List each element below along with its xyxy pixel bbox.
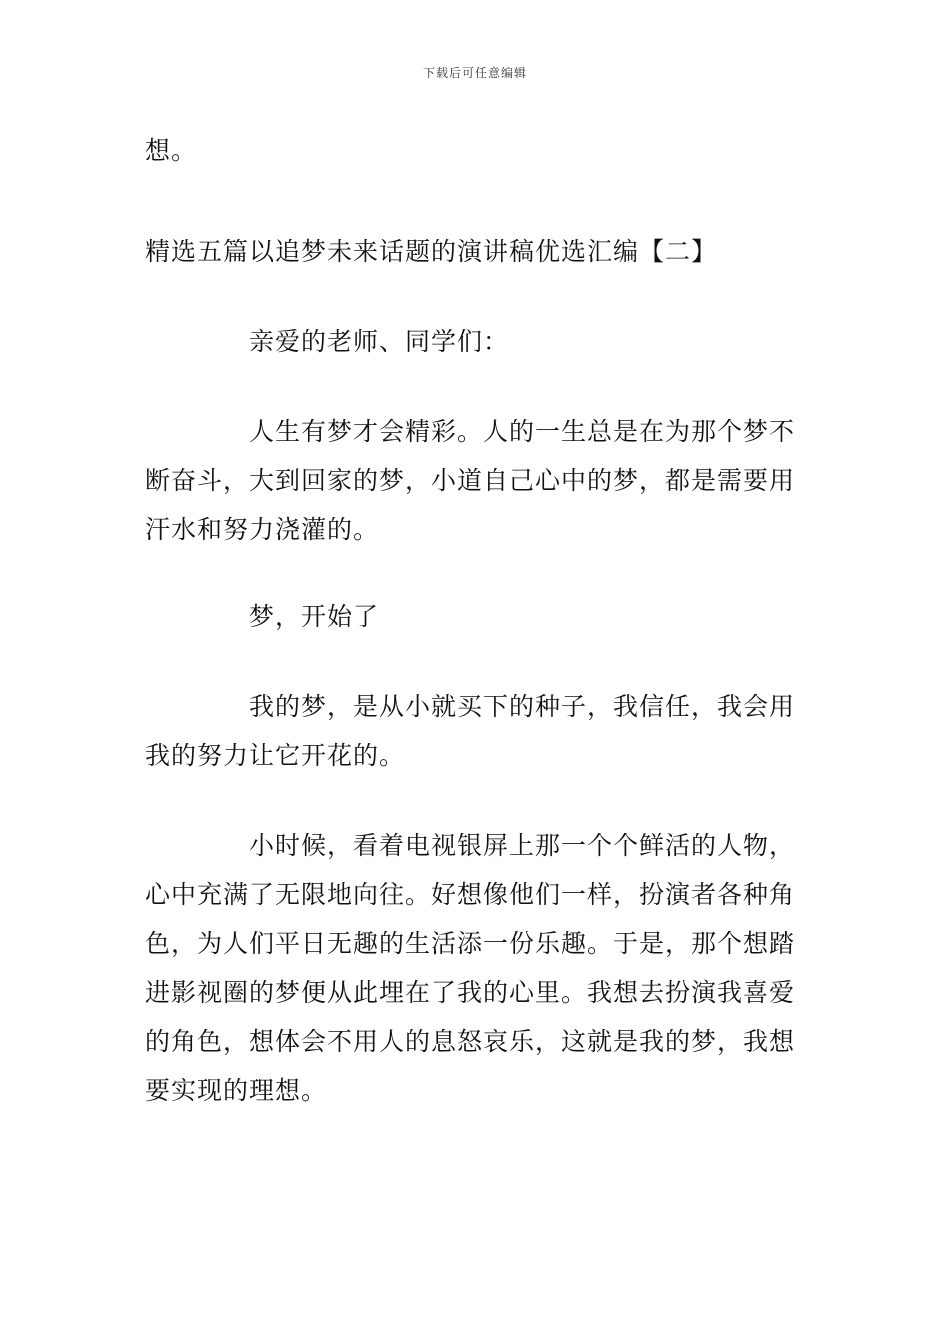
document-body [145,126,810,1115]
paragraph: 人生有梦才会精彩。人的一生总是在为那个梦不断奋斗，大到回家的梦，小道自己心中的梦，都是需要用汗水和努力浇灌的。 [145,417,796,544]
section-title: 精选五篇以追梦未来话题的演讲稿优选汇编【二】 [145,237,718,266]
paragraph: 我的梦，是从小就买下的种子，我信任，我会用我的努力让它开花的。 [145,692,796,770]
salutation: 亲爱的老师、同学们： [249,327,510,356]
paragraph-continuation: 想。 [145,136,198,165]
page-header: 下载后可任意编辑 [422,66,527,80]
paragraph-heading: 梦，开始了 [249,602,380,631]
paragraph: 小时候，看着电视银屏上那一个个鲜活的人物，心中充满了无限地向往。好想像他们一样，扮演者各种角色，为人们平日无趣的生活添一份乐趣。于是，那个想踏进影视圈的梦便从此埋在了我的心里。我想去扮演我喜爱的角色，想体会不用人的息怒哀乐，这就是我的梦，我想要实现的理想。 [145,831,796,1105]
